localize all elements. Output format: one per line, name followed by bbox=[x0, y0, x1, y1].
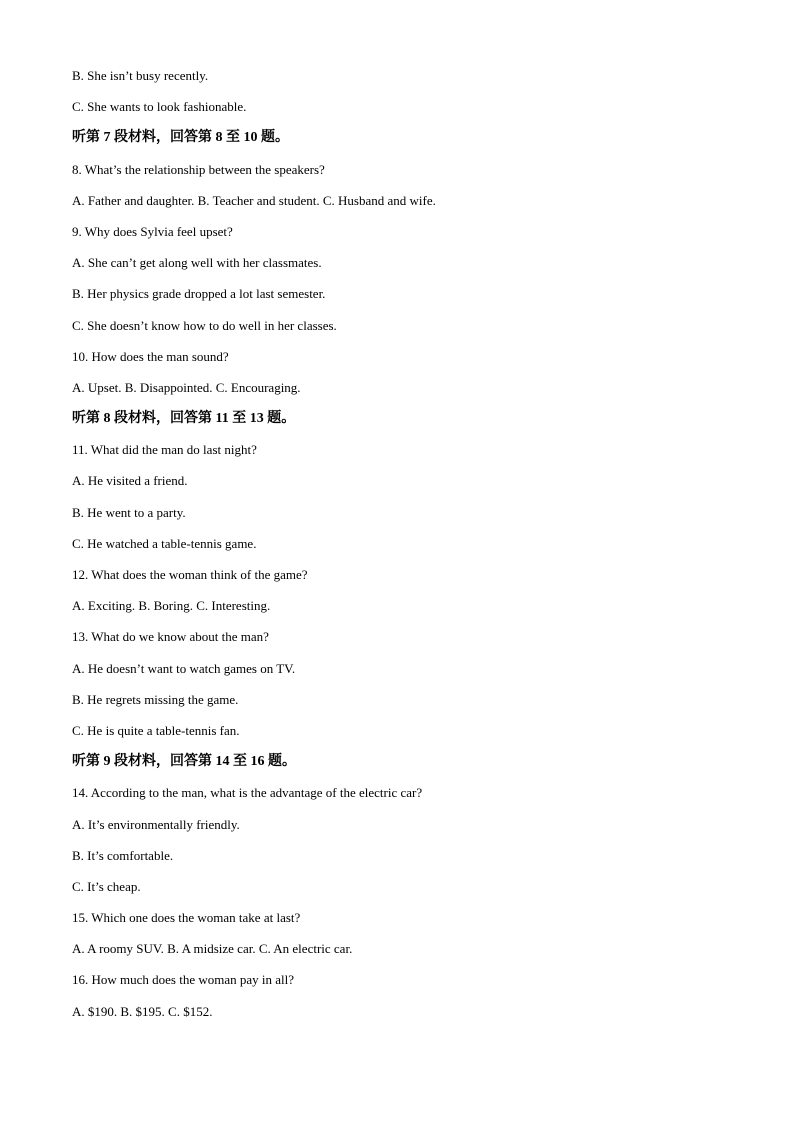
answer-option: A. A roomy SUV. B. A midsize car. C. An electric car. bbox=[72, 941, 353, 957]
answer-option: C. She wants to look fashionable. bbox=[72, 99, 247, 115]
answer-option: A. Upset. B. Disappointed. C. Encouraging. bbox=[72, 379, 301, 395]
answer-option: B. Her physics grade dropped a lot last semester. bbox=[72, 286, 326, 302]
answer-option: A. He visited a friend. bbox=[72, 473, 188, 489]
answer-option: B. He regrets missing the game. bbox=[72, 691, 239, 707]
section-heading: 听第 9 段材料，回答第 14 至 16 题。 bbox=[72, 754, 296, 770]
section-heading: 听第 7 段材料，回答第 8 至 10 题。 bbox=[72, 130, 289, 146]
question-text: 9. Why does Sylvia feel upset? bbox=[72, 223, 233, 239]
answer-option: A. She can’t get along well with her classmates. bbox=[72, 255, 322, 271]
answer-option: C. She doesn’t know how to do well in her classes. bbox=[72, 317, 337, 333]
answer-option: B. He went to a party. bbox=[72, 504, 186, 520]
question-text: 12. What does the woman think of the game? bbox=[72, 567, 308, 582]
answer-option: A. $190. B. $195. C. $152. bbox=[72, 1003, 213, 1019]
section-heading: 听第 8 段材料，回答第 11 至 13 题。 bbox=[72, 411, 296, 427]
answer-option: A. It’s environmentally friendly. bbox=[72, 816, 240, 832]
answer-option: A. Father and daughter. B. Teacher and student. C. Husband and wife. bbox=[72, 192, 436, 208]
question-text: 13. What do we know about the man? bbox=[72, 629, 269, 645]
question-text: 8. What’s the relationship between the speakers? bbox=[72, 161, 325, 177]
question-text: 16. How much does the woman pay in all? bbox=[72, 972, 295, 988]
question-text: 11. What did the man do last night? bbox=[72, 442, 257, 458]
answer-option: C. It’s cheap. bbox=[72, 878, 141, 894]
question-text: 10. How does the man sound? bbox=[72, 348, 229, 364]
question-text: 15. Which one does the woman take at last? bbox=[72, 910, 301, 926]
answer-option: B. She isn’t busy recently. bbox=[72, 68, 209, 83]
answer-option: C. He watched a table-tennis game. bbox=[72, 535, 257, 551]
answer-option: A. Exciting. B. Boring. C. Interesting. bbox=[72, 598, 271, 614]
answer-option: B. It’s comfortable. bbox=[72, 847, 174, 863]
document-page bbox=[72, 66, 752, 1033]
question-text: 14. According to the man, what is the advantage of the electric car? bbox=[72, 785, 423, 801]
answer-option: C. He is quite a table-tennis fan. bbox=[72, 722, 240, 738]
answer-option: A. He doesn’t want to watch games on TV. bbox=[72, 660, 296, 676]
